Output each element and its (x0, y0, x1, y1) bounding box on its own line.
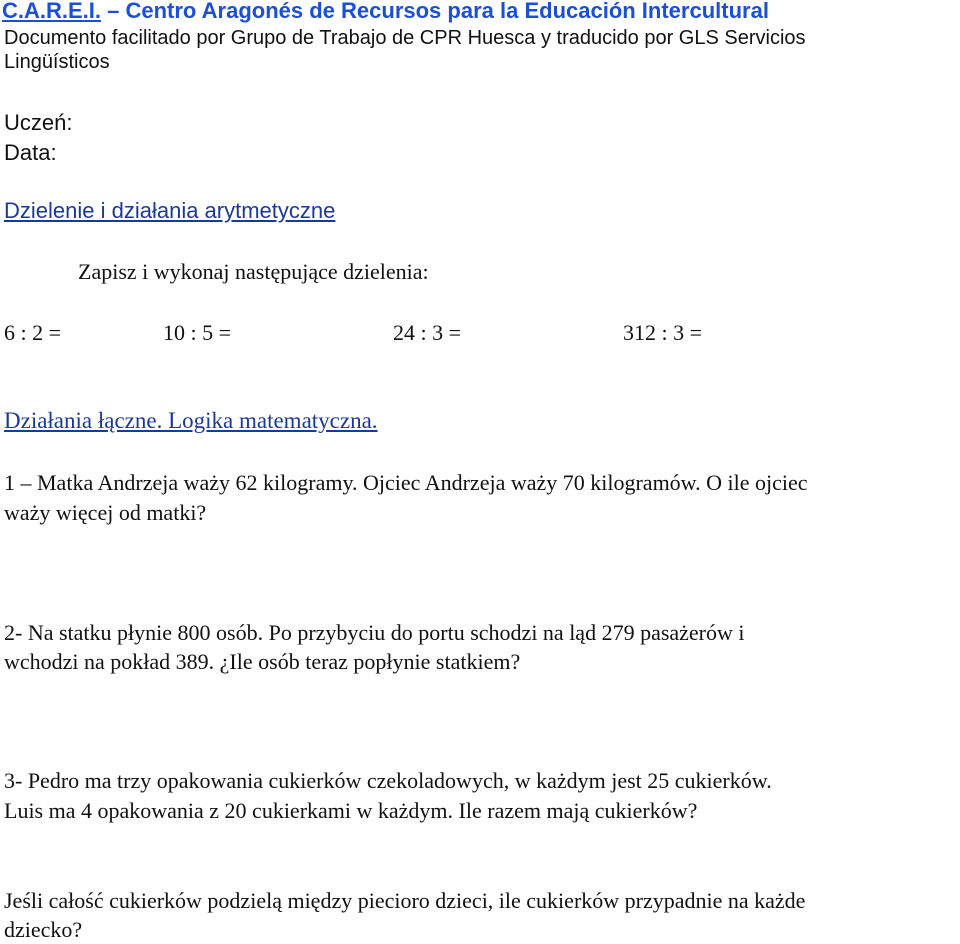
division-item-3: 24 : 3 = (393, 320, 462, 345)
problem-3b-line-1: Jeśli całość cukierków podzielą między piecioro dzieci, ile cukierków przypadnie na każde (4, 888, 806, 913)
division-item-2: 10 : 5 = (163, 320, 232, 345)
problem-1-line-2: waży więcej od matki? (4, 500, 207, 525)
problem-3-line-1: 3- Pedro ma trzy opakowania cukierków czekoladowych, w każdym jest 25 cukierków. (4, 768, 772, 793)
section-heading-division: Dzielenie i działania arytmetyczne (4, 198, 336, 223)
problem-2-line-2: wchodzi na pokład 389. ¿Ile osób teraz popłynie statkiem? (4, 649, 521, 674)
division-item-1: 6 : 2 = (4, 320, 62, 345)
problem-3-line-2: Luis ma 4 opakowania z 20 cukierkami w każdym. Ile razem mają cukierków? (4, 798, 698, 823)
date-label: Data: (4, 140, 57, 165)
student-label: Uczeń: (4, 110, 73, 135)
carei-link[interactable]: C.A.R.E.I. (2, 0, 102, 23)
credit-line-1: Documento facilitado por Grupo de Trabajo de CPR Huesca y traducido por GLS Servicios (4, 27, 806, 49)
problem-2-line-1: 2- Na statku płynie 800 osób. Po przybyciu do portu schodzi na ląd 279 pasażerów i (4, 620, 745, 645)
credit-line-2: Lingüísticos (4, 51, 110, 73)
problem-3b-line-2: dziecko? (4, 917, 83, 942)
division-item-4: 312 : 3 = (623, 320, 703, 345)
carei-org-name: – Centro Aragonés de Recursos para la Educación Intercultural (101, 0, 769, 23)
section-heading-logic: Działania łączne. Logika matematyczna. (4, 408, 378, 433)
header-title (2, 0, 769, 24)
division-instruction: Zapisz i wykonaj następujące dzielenia: (78, 259, 429, 284)
problem-1-line-1: 1 – Matka Andrzeja waży 62 kilogramy. Ojciec Andrzeja waży 70 kilogramów. O ile ojciec (4, 470, 808, 495)
